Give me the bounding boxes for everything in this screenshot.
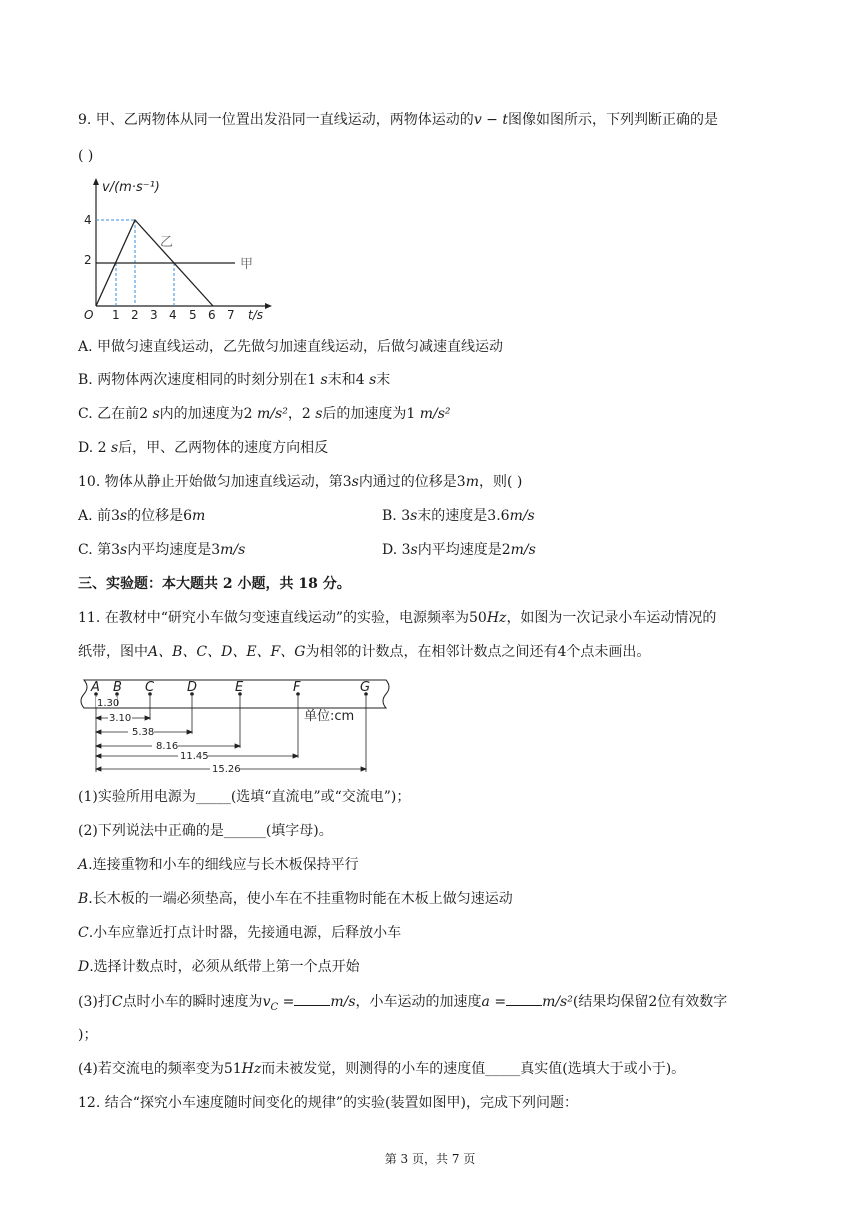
q9-option-c: C. 乙在前2 s内的加速度为2 m/s²，2 s后的加速度为1 m/s² <box>78 406 451 422</box>
label-yi: 乙 <box>160 235 174 250</box>
y-axis-label: v/(m·s⁻¹) <box>102 180 160 195</box>
tape-dist-ag: 15.26 <box>212 764 241 775</box>
tape-dist-ab: 1.30 <box>97 698 120 709</box>
x-tick-4: 4 <box>169 308 177 322</box>
tape-point-e: E <box>235 680 244 695</box>
q12-stem: 12. 结合“探究小车速度随时间变化的规律”的实验(装置如图甲)，完成下列问题： <box>78 1095 578 1111</box>
label-jia: 甲 <box>240 257 254 272</box>
q10-option-c: C. 第3s内平均速度是3m/s <box>78 542 246 558</box>
q11-stem-line2: 纸带，图中A、B、C、D、E、F、G为相邻的计数点，在相邻计数点之间还有4个点未画出。 <box>78 644 651 660</box>
q10-stem: 10. 物体从静止开始做匀加速直线运动，第3s内通过的位移是3m，则( ) <box>78 474 523 490</box>
q11-option-a: A.连接重物和小车的细线应与长木板保持平行 <box>78 857 359 873</box>
q11-sub2: (2)下列说法中正确的是______(填字母)。 <box>78 823 333 839</box>
q11-sub3: (3)打C点时小车的瞬时速度为$v_C = m/s$，小车运动的加速度a = m/s²(结果均保留2位有效数字 <box>78 991 727 1018</box>
q10-option-a: A. 前3s的位移是6m <box>78 508 206 524</box>
q11-stem-line1: 11. 在教材中“研究小车做匀变速直线运动”的实验，电源频率为50Hz，如图为一次记录小车运动情况的 <box>78 610 717 626</box>
tape-dist-ae: 8.16 <box>156 741 179 752</box>
q10-option-d: D. 3s内平均速度是2m/s <box>382 542 536 558</box>
section-3-heading: 三、实验题：本大题共 2 小题，共 18 分。 <box>78 576 351 592</box>
q11-sub1: (1)实验所用电源为_____(选填“直流电”或“交流电”)； <box>78 789 411 805</box>
q9-paren: ( ) <box>78 148 94 164</box>
q11-sub3-continued: )； <box>78 1027 98 1043</box>
x-tick-3: 3 <box>150 308 158 322</box>
tape-unit-label: 单位:cm <box>304 709 355 724</box>
q11-paper-tape-diagram <box>80 676 400 776</box>
q11-sub4: (4)若交流电的频率变为51Hz而未被发觉，则测得的小车的速度值_____真实值(选填大于或小于)。 <box>78 1061 686 1077</box>
tape-dist-ad: 5.38 <box>132 727 155 738</box>
tape-point-g: G <box>360 680 371 695</box>
q9-option-a: A. 甲做匀速直线运动，乙先做匀加速直线运动，后做匀减速直线运动 <box>78 339 504 355</box>
origin-label: O <box>84 308 94 322</box>
q9-stem: 9. 甲、乙两物体从同一位置出发沿同一直线运动，两物体运动的v − t图像如图所示，下列判断正确的是 <box>78 112 718 128</box>
tape-point-d: D <box>187 680 198 695</box>
x-tick-7: 7 <box>227 308 235 322</box>
tape-point-b: B <box>113 680 122 695</box>
tape-point-f: F <box>293 680 301 695</box>
tape-point-a: A <box>91 680 100 695</box>
q9-option-d: D. 2 s后，甲、乙两物体的速度方向相反 <box>78 440 329 456</box>
q9-vt-graph <box>80 174 280 324</box>
x-tick-5: 5 <box>189 308 197 322</box>
q11-option-c: C.小车应靠近打点计时器，先接通电源，后释放小车 <box>78 925 402 941</box>
q10-option-b: B. 3s末的速度是3.6m/s <box>382 508 535 524</box>
x-axis-label: t/s <box>248 308 263 322</box>
q11-option-d: D.选择计数点时，必须从纸带上第一个点开始 <box>78 959 360 975</box>
y-tick-2: 2 <box>84 253 92 267</box>
y-tick-4: 4 <box>84 213 92 227</box>
x-tick-1: 1 <box>112 308 120 322</box>
tape-dist-ac: 3.10 <box>109 713 132 724</box>
x-tick-6: 6 <box>208 308 216 322</box>
q11-option-b: B.长木板的一端必须垫高，使小车在不挂重物时能在木板上做匀速运动 <box>78 891 513 907</box>
tape-dist-af: 11.45 <box>180 751 209 762</box>
page-footer: 第 3 页，共 7 页 <box>384 1152 476 1166</box>
tape-point-c: C <box>145 680 155 695</box>
q9-option-b: B. 两物体两次速度相同的时刻分别在1 s末和4 s末 <box>78 372 391 388</box>
x-tick-2: 2 <box>131 308 139 322</box>
